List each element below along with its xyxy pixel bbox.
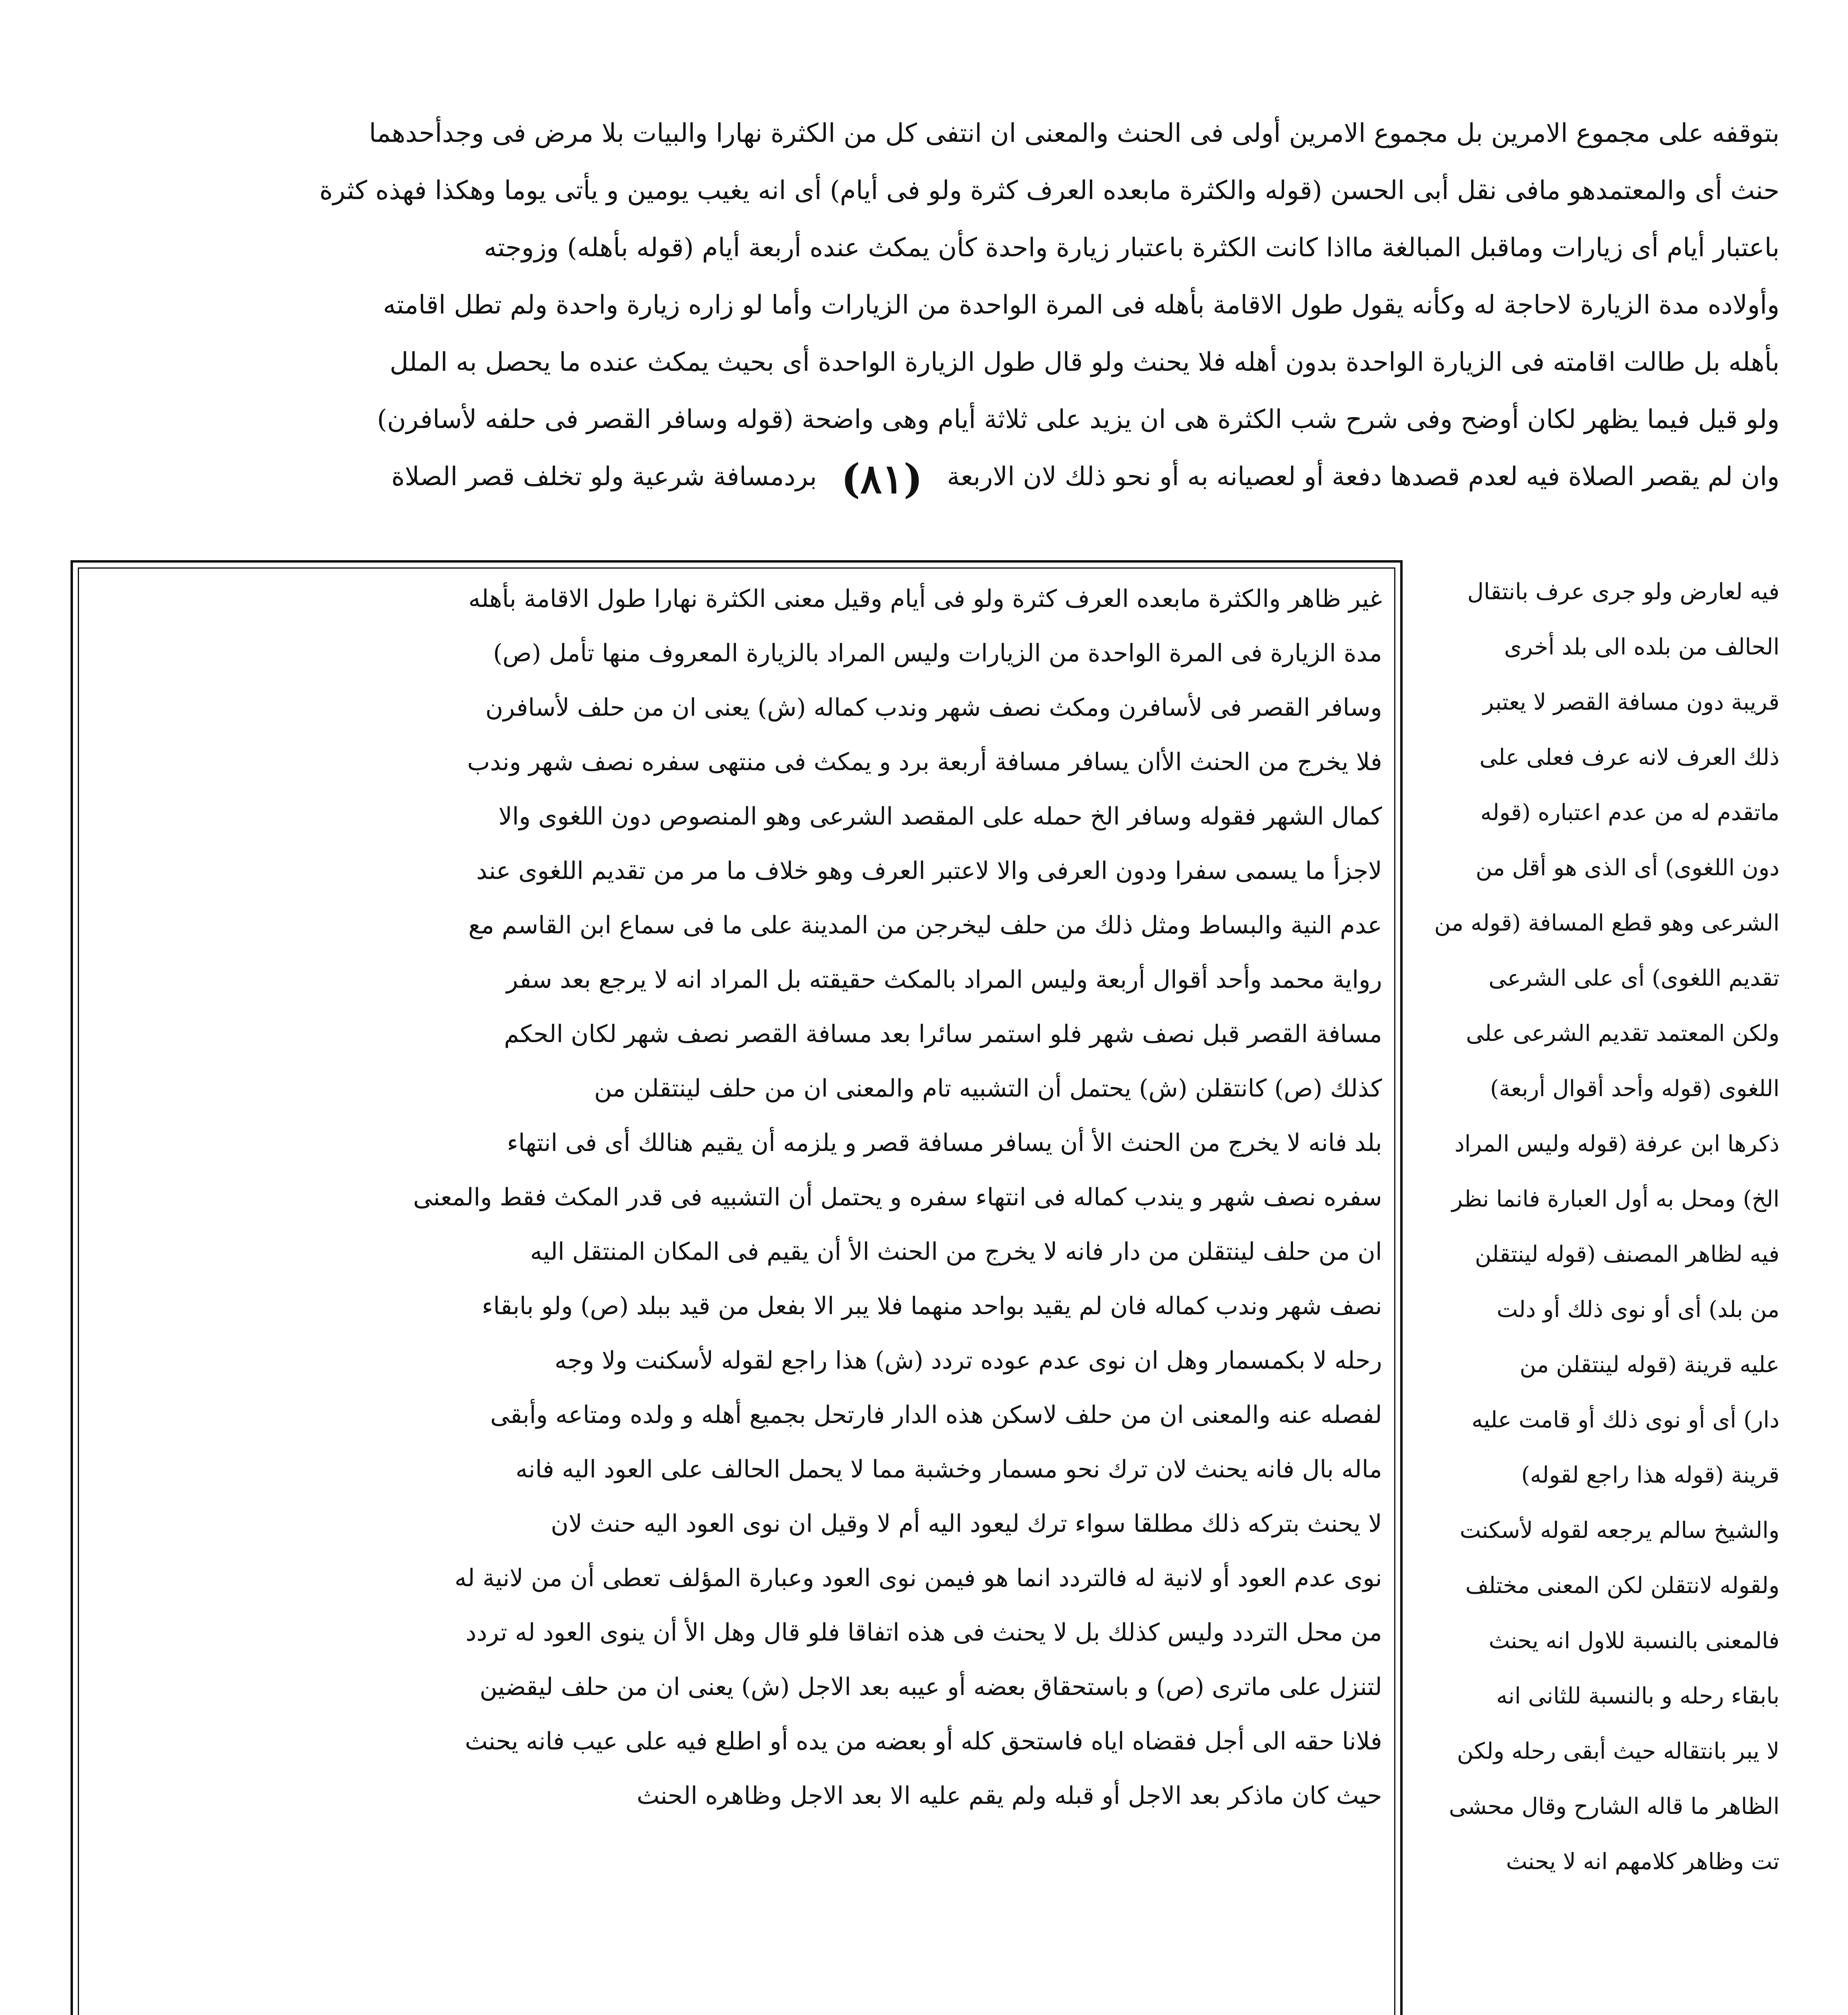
text-line: قريبة دون مسافة القصر لا يعتبر — [1483, 689, 1779, 715]
text-line-with-page-number — [64, 448, 1779, 505]
text-line: دار) أى أو نوى ذلك أو قامت عليه — [1472, 1407, 1779, 1433]
text-line: عدم النية والبساط ومثل ذلك من حلف ليخرجن من المدينة على ما فى سماع ابن القاسم مع — [468, 911, 1382, 939]
text-line-part: وان لم يقصر الصلاة فيه لعدم قصدها دفعة أو لعصيانه به أو نحو ذلك لان الاربعة — [939, 462, 1779, 492]
text-line: رواية محمد وأحد أقوال أربعة وليس المراد بالمكث حقيقته بل المراد انه لا يرجع بعد سفر — [506, 966, 1382, 994]
text-line: فالمعنى بالنسبة للاول انه يحنث — [1488, 1628, 1779, 1654]
text-line: وسافر القصر فى لأسافرن ومكث نصف شهر وندب كماله (ش) يعنى ان من حلف لأسافرن — [485, 694, 1382, 722]
text-line: مدة الزيارة فى المرة الواحدة من الزيارات وليس المراد بالزيارة المعروف منها تأمل (ص) — [493, 639, 1382, 667]
text-line: اللغوى (قوله وأحد أقوال أربعة) — [1490, 1076, 1779, 1102]
text-line: الشرعى وهو قطع المسافة (قوله من — [1434, 910, 1779, 936]
text-line: الظاهر ما قاله الشارح وقال محشى — [1449, 1793, 1779, 1820]
text-line: لا يحنث بتركه ذلك مطلقا سواء ترك ليعود اليه أم لا وقيل ان نوى العود اليه حنث لان — [551, 1510, 1382, 1538]
text-line: والشيخ سالم يرجعه لقوله لأسكنت — [1459, 1517, 1779, 1543]
text-line: لتنزل على ماترى (ص) و باستحقاق بعضه أو عيبه بعد الاجل (ش) يعنى ان من حلف ليقضين — [479, 1673, 1382, 1701]
text-line: نصف شهر وندب كماله فان لم يقيد بواحد منهما فلا يبر الا بفعل من قيد ببلد (ص) ولو بابقاء — [482, 1292, 1382, 1320]
text-line-part: بردمسافة شرعية ولو تخلف قصر الصلاة — [391, 462, 825, 492]
text-line: فلا يخرج من الحنث الأان يسافر مسافة أربعة برد و يمكث فى منتهى سفره نصف شهر وندب — [467, 748, 1382, 776]
text-line: كذلك (ص) كانتقلن (ش) يحتمل أن التشبيه تام والمعنى ان من حلف لينتقلن من — [594, 1074, 1382, 1103]
text-line: باعتبار أيام أى زيارات وماقبل المبالغة مااذا كانت الكثرة باعتبار زيارة واحدة كأن يمكث عنده أربعة أيام (قوله بأهله) وزوجته — [484, 233, 1779, 263]
text-line: ماتقدم له من عدم اعتباره (قوله — [1480, 800, 1779, 826]
text-line: بأهله بل طالت اقامته فى الزيارة الواحدة بدون أهله فلا يحنث ولو قال طول الزيارة الواحدة أى بحيث يمكث عنده ما يحصل به الملل — [389, 347, 1779, 377]
main-text — [78, 567, 1395, 2015]
text-line: ولقوله لانتقلن لكن المعنى مختلف — [1465, 1573, 1779, 1599]
text-line: رحله لا بكمسمار وهل ان نوى عدم عوده تردد (ش) هذا راجع لقوله لأسكنت ولا وجه — [554, 1346, 1382, 1375]
text-line: حيث كان ماذكر بعد الاجل أو قبله ولم يقم عليه الا بعد الاجل وظاهره الحنث — [636, 1782, 1382, 1810]
text-line: ماله بال فانه يحنث لان ترك نحو مسمار وخشبة مما لا يحمل الحالف على العود اليه فانه — [516, 1455, 1382, 1483]
text-line: من محل التردد وليس كذلك بل لا يحنث فى هذه اتفاقا فلو قال وهل الأ أن ينوى العود له تردد — [466, 1618, 1382, 1647]
text-line: ذكرها ابن عرفة (قوله وليس المراد — [1454, 1131, 1779, 1157]
text-line: قرينة (قوله هذا راجع لقوله) — [1521, 1462, 1779, 1488]
text-line: لا يبر بانتقاله حيث أبقى رحله ولكن — [1457, 1738, 1779, 1764]
text-line: حنث أى والمعتمدهو مافى نقل أبى الحسن (قوله والكثرة مابعده العرف كثرة ولو فى أيام) أى انه يغيب يومين و يأتى يوما وهكذا فهذه كثرة — [319, 176, 1779, 206]
text-line: نوى عدم العود أو لانية له فالتردد انما هو فيمن نوى العود وعبارة المؤلف تعطى أن من لانية له — [454, 1564, 1382, 1592]
page-number: (٨١) — [841, 455, 923, 503]
text-line: سفره نصف شهر و يندب كماله فى انتهاء سفره و يحتمل أن التشبيه فى قدر المكث فقط والمعنى — [413, 1183, 1382, 1211]
text-line: ولو قيل فيما يظهر لكان أوضح وفى شرح شب الكثرة هى ان يزيد على ثلاثة أيام وهى واضحة (قوله وسافر القصر فى حلفه لأسافرن) — [377, 405, 1779, 434]
text-line: لاجزأ ما يسمى سفرا ودون العرفى والا لاعتبر العرف وهو خلاف ما مر من تقديم اللغوى عند — [476, 857, 1382, 885]
text-line: الخ) ومحل به أول العبارة فانما نظر — [1451, 1186, 1779, 1212]
text-line: ان من حلف لينتقلن من دار فانه لا يخرج من الحنث الأ أن يقيم فى المكان المنتقل اليه — [530, 1238, 1382, 1266]
text-line: لفصله عنه والمعنى ان من حلف لاسكن هذه الدار فارتحل بجميع أهله و ولده ومتاعه وأبقى — [490, 1401, 1382, 1429]
text-line: بابقاء رحله و بالنسبة للثانى انه — [1496, 1683, 1779, 1709]
margin-commentary — [1352, 564, 1779, 1889]
text-line: فيه لعارض ولو جرى عرف بانتقال — [1467, 579, 1779, 605]
text-line: غير ظاهر والكثرة مابعده العرف كثرة ولو فى أيام وقيل معنى الكثرة نهارا طول الاقامة بأهله — [468, 585, 1382, 613]
text-line: الحالف من بلده الى بلد أخرى — [1504, 634, 1779, 660]
text-line: تت وظاهر كلامهم انه لا يحنث — [1506, 1849, 1779, 1875]
text-line: وأولاده مدة الزيارة لاحاجة له وكأنه يقول طول الاقامة بأهله فى المرة الواحدة من الزيارات وأما لو زاره زيارة واحدة ولم تطل اقامته — [383, 290, 1779, 320]
main-text-frame — [71, 560, 1403, 2015]
text-line: دون اللغوى) أى الذى هو أقل من — [1476, 855, 1779, 881]
text-line: فيه لظاهر المصنف (قوله لينتقلن — [1475, 1241, 1779, 1267]
top-commentary — [64, 105, 1779, 505]
text-line: بلد فانه لا يخرج من الحنث الأ أن يسافر مسافة قصر و يلزمه أن يقيم هنالك أى فى انتهاء — [507, 1129, 1382, 1157]
text-line: مسافة القصر قبل نصف شهر فلو استمر سائرا بعد مسافة القصر نصف شهر لكان الحكم — [504, 1020, 1382, 1048]
text-line: بتوقفه على مجموع الامرين بل مجموع الامرين أولى فى الحنث والمعنى ان انتفى كل من الكثرة نهارا والبيات بلا مرض فى وجدأحدهما — [369, 118, 1779, 148]
text-line: عليه قرينة (قوله لينتقلن من — [1520, 1352, 1779, 1378]
text-line: ولكن المعتمد تقديم الشرعى على — [1466, 1020, 1779, 1047]
text-line: كمال الشهر فقوله وسافر الخ حمله على المقصد الشرعى وهو المنصوص دون اللغوى والا — [498, 802, 1382, 831]
text-line: من بلد) أى أو نوى ذلك أو دلت — [1497, 1296, 1779, 1323]
text-line: ذلك العرف لانه عرف فعلى على — [1479, 744, 1779, 771]
text-line: تقديم اللغوى) أى على الشرعى — [1488, 965, 1779, 991]
text-line: فلانا حقه الى أجل فقضاه اياه فاستحق كله أو بعضه من يده أو اطلع فيه على عيب فانه يحنث — [465, 1727, 1382, 1755]
